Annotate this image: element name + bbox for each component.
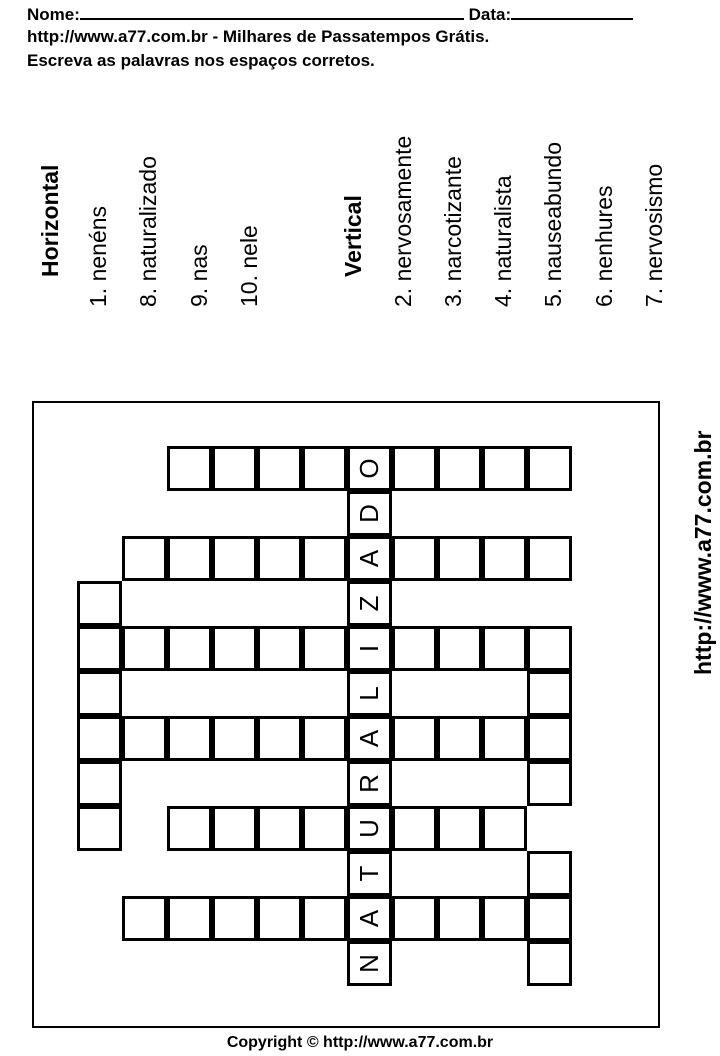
grid-cell[interactable]	[77, 671, 122, 716]
grid-cell-answer[interactable]	[347, 806, 392, 851]
grid-cell-answer[interactable]	[347, 671, 392, 716]
clue-vertical-2: 2. nervosamente	[390, 135, 416, 307]
grid-cell[interactable]	[527, 716, 572, 761]
grid-cell[interactable]	[257, 626, 302, 671]
grid-cell[interactable]	[437, 536, 482, 581]
clue-vertical-5: 5. nauseabundo	[540, 142, 566, 307]
grid-cell[interactable]	[257, 446, 302, 491]
grid-cell[interactable]	[257, 716, 302, 761]
site-line: http://www.a77.com.br - Milhares de Passatempos Grátis.	[27, 27, 490, 46]
name-date-line	[27, 3, 633, 25]
grid-letter: O	[354, 458, 384, 479]
grid-letter: T	[354, 865, 384, 882]
clue-horizontal-9: 9. nas	[186, 244, 212, 307]
grid-cell[interactable]	[482, 626, 527, 671]
grid-cell-answer[interactable]	[347, 941, 392, 986]
clue-vertical-3: 3. narcotizante	[440, 156, 466, 307]
grid-cell[interactable]	[257, 896, 302, 941]
copyright: Copyright © http://www.a77.com.br	[226, 1034, 494, 1051]
grid-cell[interactable]	[437, 446, 482, 491]
grid-letter: I	[354, 644, 384, 653]
grid-cell[interactable]	[212, 716, 257, 761]
grid-cell-answer[interactable]	[347, 851, 392, 896]
grid-cell[interactable]	[482, 716, 527, 761]
grid-cell[interactable]	[527, 536, 572, 581]
grid-cell[interactable]	[482, 446, 527, 491]
grid-cell-answer[interactable]	[347, 491, 392, 536]
grid-letter: Z	[354, 595, 384, 612]
grid-cell[interactable]	[77, 806, 122, 851]
grid-cell[interactable]	[437, 806, 482, 851]
grid-cell[interactable]	[437, 896, 482, 941]
grid-cell[interactable]	[302, 806, 347, 851]
grid-cell[interactable]	[167, 626, 212, 671]
grid-cell[interactable]	[482, 536, 527, 581]
grid-cell[interactable]	[527, 851, 572, 896]
grid-letter: N	[354, 954, 384, 973]
grid-cell[interactable]	[257, 806, 302, 851]
grid-cell-answer[interactable]	[347, 716, 392, 761]
grid-cell[interactable]	[527, 446, 572, 491]
grid-cell[interactable]	[527, 671, 572, 716]
name-field[interactable]	[80, 3, 464, 20]
grid-cell[interactable]	[212, 806, 257, 851]
horizontal-heading: Horizontal	[37, 164, 63, 277]
grid-cell[interactable]	[392, 446, 437, 491]
name-label: Nome:	[27, 5, 80, 24]
grid-cell[interactable]	[302, 896, 347, 941]
grid-letter: A	[354, 729, 384, 748]
grid-cell[interactable]	[482, 896, 527, 941]
grid-cell[interactable]	[212, 896, 257, 941]
grid-cell-answer[interactable]	[347, 896, 392, 941]
grid-letter: A	[354, 909, 384, 928]
grid-cell[interactable]	[77, 761, 122, 806]
grid-letter: D	[354, 504, 384, 523]
grid-letter: U	[354, 819, 384, 838]
grid-cell[interactable]	[77, 581, 122, 626]
grid-cell[interactable]	[167, 806, 212, 851]
clue-horizontal-10: 10. nele	[236, 225, 262, 307]
grid-cell[interactable]	[302, 716, 347, 761]
date-field[interactable]	[511, 3, 633, 20]
grid-cell-answer[interactable]	[347, 761, 392, 806]
clue-vertical-6: 6. nenhures	[591, 185, 617, 307]
grid-cell[interactable]	[527, 941, 572, 986]
clue-horizontal-8: 8. naturalizado	[135, 156, 161, 307]
instruction: Escreva as palavras nos espaços corretos.	[27, 51, 375, 70]
grid-cell-answer[interactable]	[347, 626, 392, 671]
grid-cell[interactable]	[167, 716, 212, 761]
grid-cell[interactable]	[77, 716, 122, 761]
grid-cell[interactable]	[122, 626, 167, 671]
grid-letter: R	[354, 774, 384, 793]
grid-letter: L	[354, 686, 384, 701]
grid-cell[interactable]	[302, 446, 347, 491]
grid-cell[interactable]	[392, 806, 437, 851]
grid-cell[interactable]	[437, 716, 482, 761]
grid-cell[interactable]	[122, 536, 167, 581]
grid-cell[interactable]	[302, 626, 347, 671]
grid-cell[interactable]	[392, 626, 437, 671]
grid-cell[interactable]	[527, 626, 572, 671]
grid-cell[interactable]	[212, 536, 257, 581]
grid-cell[interactable]	[302, 536, 347, 581]
grid-cell[interactable]	[212, 626, 257, 671]
grid-cell[interactable]	[167, 896, 212, 941]
grid-cell[interactable]	[167, 536, 212, 581]
grid-cell[interactable]	[527, 761, 572, 806]
date-label: Data:	[468, 5, 512, 24]
side-url: http://www.a77.com.br	[690, 430, 716, 675]
grid-cell[interactable]	[257, 536, 302, 581]
grid-cell[interactable]	[392, 716, 437, 761]
grid-cell[interactable]	[122, 716, 167, 761]
grid-cell-answer[interactable]	[347, 536, 392, 581]
grid-cell[interactable]	[527, 896, 572, 941]
grid-cell[interactable]	[212, 446, 257, 491]
grid-cell-answer[interactable]	[347, 581, 392, 626]
vertical-heading: Vertical	[340, 195, 366, 277]
grid-cell[interactable]	[437, 626, 482, 671]
clue-vertical-4: 4. naturalista	[490, 175, 516, 307]
grid-cell[interactable]	[167, 446, 212, 491]
grid-cell[interactable]	[392, 536, 437, 581]
clue-vertical-7: 7. nervosismo	[641, 163, 667, 307]
grid-cell-answer[interactable]	[347, 446, 392, 491]
clue-horizontal-1: 1. nenéns	[85, 205, 111, 307]
grid-cell[interactable]	[122, 896, 167, 941]
grid-letter: A	[354, 549, 384, 568]
grid-cell[interactable]	[482, 806, 527, 851]
grid-cell[interactable]	[77, 626, 122, 671]
grid-cell[interactable]	[392, 896, 437, 941]
